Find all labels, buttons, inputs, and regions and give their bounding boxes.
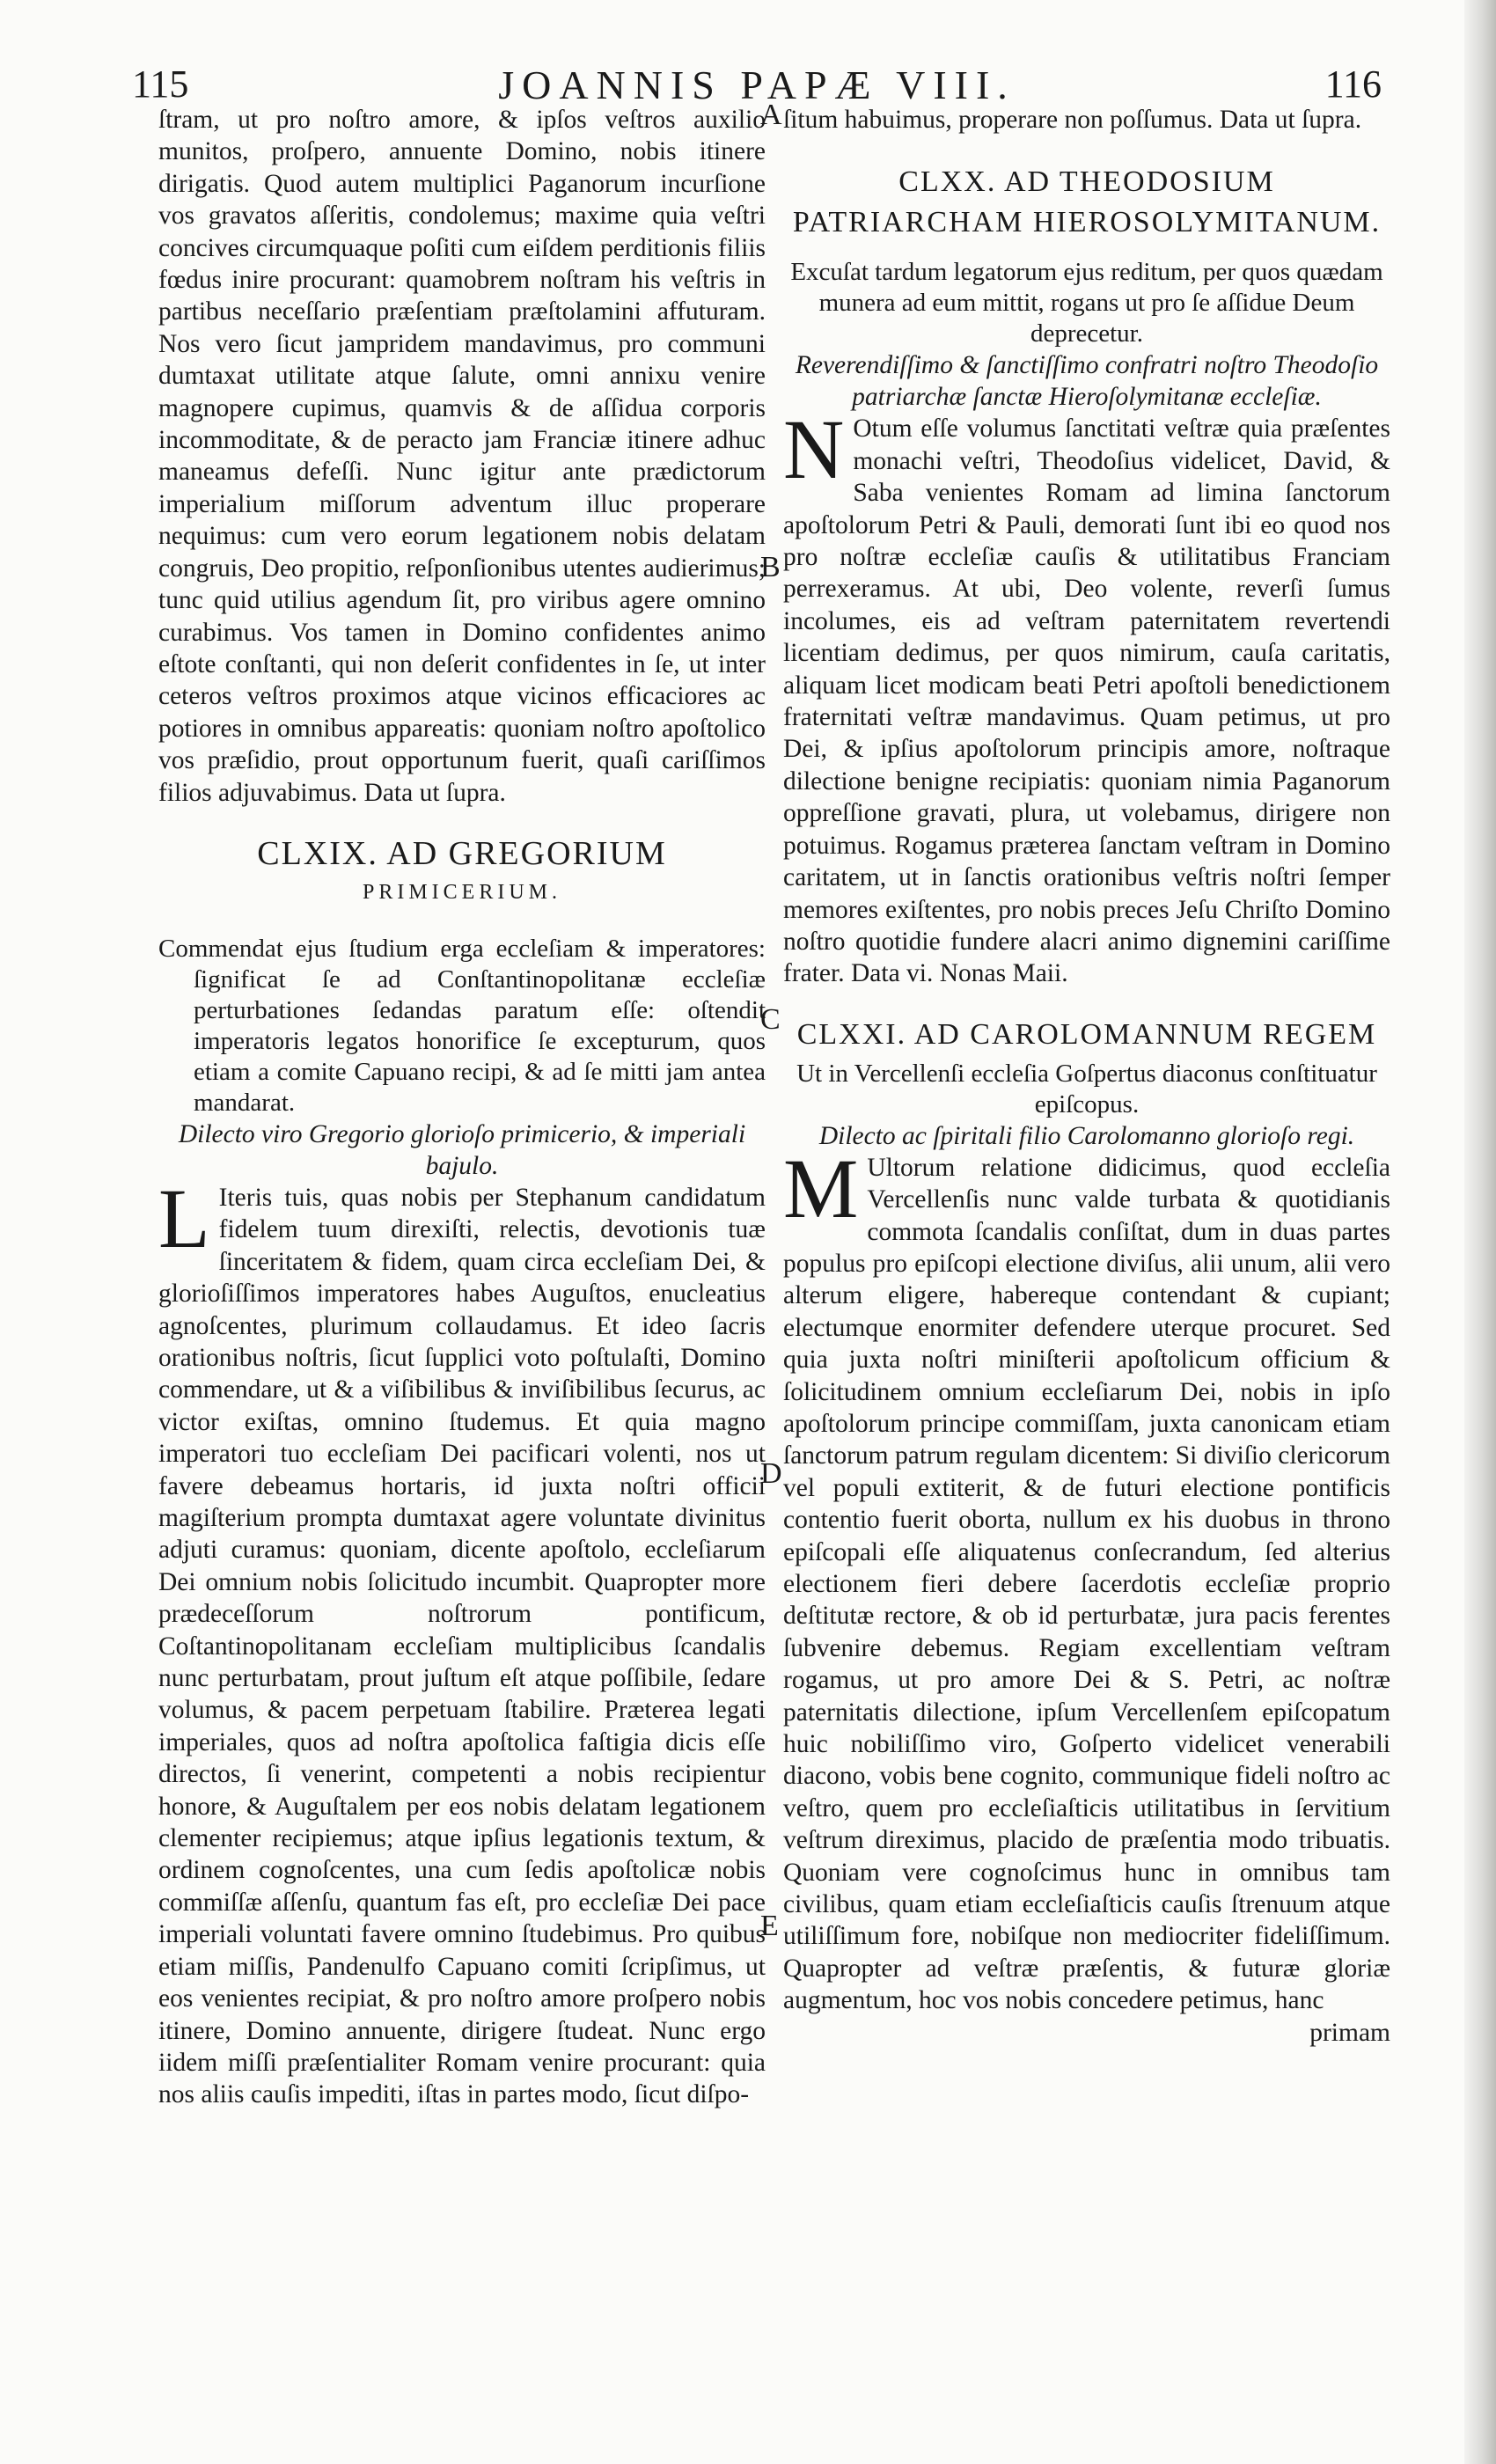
section-169-heading: CLXIX. AD GREGORIUM [257,834,667,872]
section-170-summary: Excuſat tardum legatorum ejus reditum, per quos quædam munera ad eum mittit, rogans ut pro ſe aſſidue Deum deprecetur. [790,258,1383,348]
book-gutter-shadow [1464,0,1496,2464]
section-169-dropcap: L [158,1170,210,1265]
section-170-heading: CLXX. AD THEODOSIUM PATRIARCHAM HIEROSOLYMITANUM. [792,165,1382,239]
section-169-body: Iteris tuis, quas nobis per Stephanum candidatum fidelem tuum direxiſti, relectis, devotionis tuæ ſinceritatem & fidem, quam circa eccleſiam Dei, & glorioſiſſimos imperatores habes Auguſtos, enucleatius agnoſcentes, plurimum collaudamus. Et ideo ſacris orationibus noſtris, ſicut ſupplici voto poſtulaſti, Domino commendare, ut & a viſibilibus & inviſibilibus ſecurus, ac victor exiſtas, omnino ſtudemus. Et quia magno imperatori tuo eccleſiam Dei pacificari volenti, nos ut favere debeamus hortaris, id juxta noſtri officii magiſterium prompta dumtaxat agere voluntate divinitus adjuti curamus: quoniam, dicente apoſtolo, eccleſiarum Dei omnium nobis ſolicitudo incumbit. Quapropter more prædeceſſorum noſtrorum pontificum, Coſtantinopolitanam eccleſiam multiplicibus ſcandalis nunc perturbatam, prout juſtum eſt atque poſſibile, ſedare volumus, & pacem perpetuam ſtabilire. Præterea legati imperiales, quos ad noſtra apoſtolica faſtigia dicis eſſe directos, ſi venerint, competenti a nobis recipientur honore, & Auguſtalem per eos nobis delatam legationem clementer recipiemus; atque ipſius legationis textum, & ordinem cognoſcentes, una cum ſedis apoſtolicæ nobis commiſſæ aſſenſu, quantum fas eſt, pro eccleſiæ Dei pace imperiali voluntati favere omnino ſtudebimus. Pro quibus etiam miſſis, Pandenulfo Capuano comiti ſcripſimus, ut eos venientes recipiat, & pro noſtro amore proſpero nobis itinere, Domino annuente, dirigere ſtudeat. Nunc ergo iidem miſſi præſentialiter Romam venire procurant: quia nos aliis cauſis impediti, iſtas in partes modo, ſicut diſpo- [158,1183,766,2109]
section-171-body: Ultorum relatione didicimus, quod eccleſia Vercellenſis nunc valde turbata & quotidianis commota ſcandalis conſiſtat, dum in duas partes populus pro epiſcopi electione diviſus, alii unum, alii vero alterum eligere, habereque contendant & cupiant; electumque enormiter defendere uterque procuret. Sed quia juxta noſtri miniſterii apoſtolicum officium & ſolicitudinem omnium eccleſiarum Dei, nobis in ipſo apoſtolorum principe commiſſam, juxta canonicam etiam ſanctorum patrum regulam dicentem: Si diviſio clericorum vel populi extiterit, & de futuri electione pontificis contentio fuerit oborta, nullum ex his duobus in throno epiſcopali eſſe aliquatenus conſecrandum, ſed alterius electionem fieri debere ſacerdotis eccleſiæ proprio deſtitutæ rectore, & ob id perturbatæ, jura pacis ferentes ſubvenire debemus. Regiam excellentiam veſtram rogamus, ut pro amore Dei & S. Petri, ac noſtræ paternitatis dilectione, ipſum Vercellenſem epiſcopatum huic nobiliſſimo viro, Goſperto videlicet venerabili diacono, vobis bene cognito, communique fideli noſtro ac veſtro, quem pro eccleſiaſticis utilitatibus in ſervitium veſtrum direximus, placido de præſentia modo tribuatis. Quoniam vere cognoſcimus hunc in omnibus tam civilibus, quam etiam eccleſiaſticis cauſis ſtrenuum atque utiliſſimum fore, nobiſque non mediocriter fideliſſimum. Quapropter ad veſtræ præſentis, & futuræ gloriæ augmentum, hoc vos nobis concedere petimus, hanc [783,1153,1390,2015]
section-171-dropcap: M [783,1140,859,1236]
section-169-subheading: PRIMICERIUM. [362,880,562,904]
right-opening-text: ſitum habuimus, properare non poſſumus. Data ut ſupra. [783,106,1362,134]
section-171-summary: Ut in Vercellenſi eccleſia Goſpertus diaconus conſtituatur epiſcopus. [796,1059,1377,1118]
section-169-summary: Commendat ejus ſtudium erga eccleſiam & imperatores: ſignificat ſe ad Conſtantinopolitanæ eccleſiæ perturbationes ſedandas paratum eſſe: oſtendit imperatoris legatos honorifice ſe excepturum, quos etiam a comite Capuano recipi, & ad ſe mitti jam antea mandarat. [158,934,766,1117]
margin-letter-a: A [760,99,782,131]
page-number-right: 116 [1324,62,1382,106]
left-column [158,104,766,2111]
section-171-body-paragraph [783,1140,1390,2017]
header-title: JOANNIS PAPÆ VIII. [498,62,1016,107]
section-169-address: Dilecto viro Gregorio glorioſo primicerio, & imperiali bajulo. [178,1119,746,1180]
section-171-address: Dilecto ac ſpiritali filio Carolomanno glorioſo regi. [818,1121,1355,1150]
section-170-body: Otum eſſe volumus ſanctitati veſtræ quia præſentes monachi veſtri, Theodoſius videlicet, David, & Saba venientes Romam ad limina ſanctorum apoſtolorum Petri & Pauli, demorati ſunt ibi eo quod nos pro noſtræ eccleſiæ cauſis & utilitatibus Franciam perrexeramus. At ubi, Deo volente, reverſi ſumus incolumes, eis ad veſtram paternitatem revertendi licentiam dedimus, per quos nimirum, cauſa caritatis, aliquam licet modicam beati Petri apoſtoli benedictionem fraternitati veſtræ mandavimus. Quam petimus, ut pro Dei, & ipſius apoſtolorum principis amore, noſtraque dilectione benigne recipiatis: quoniam nimia Paganorum oppreſſione gravati, plura, ut volebamus, dirigere non potuimus. Rogamus præterea ſanctam veſtram in Domino caritatem, ut in ſanctis orationibus veſtris noſtri ſemper memores exiſtentes, pro nobis preces Jeſu Chriſto Domino noſtro quotidie fundere alacri animo dignemini cariſſime frater. Data vi. Nonas Maii. [783,414,1390,988]
section-170-address: Reverendiſſimo & ſanctiſſimo confratri noſtro Theodoſio patriarchæ ſanctæ Hieroſolymitanæ eccleſiæ. [795,351,1379,412]
left-opening-text: ſtram, ut pro noſtro amore, & ipſos veſtros auxilio munitos, proſpero, annuente Domino, nobis itinere dirigatis. Quod autem multiplici Paganorum incurſione vos gravatos aſſeritis, condolemus; maxime quia veſtri concives circumquaque poſiti cum eiſdem perditionis filiis fœdus inire procurant: quamobrem noſtram his veſtris in partibus neceſſario præſentiam præſtolamini affuturam. Nos vero ſicut jampridem mandavimus, pro communi dumtaxat utilitate atque ſalute, omni annixu venire magnopere cupimus, quamvis & de aſſidua corporis incommoditate, & de peracto jam Franciæ itinere adhuc maneamus defeſſi. Nunc igitur ante prædictorum imperialium miſſorum adventum illuc properare nequimus: cum vero eorum legationem nobis delatam congruis, Deo propitio, reſponſionibus utentes audierimus; tunc quid utilius agendum ſit, pro viribus agere omnino curabimus. Vos tamen in Domino confidentes animo eſtote conſtanti, qui non deſerit confidentes in ſe, ut inter ceteros veſtros proximos atque vicinos efficaciores ac potiores in omnibus appareatis: quoniam noſtro apoſtolico vos præſidio, prout opportunum fuerit, quaſi cariſſimos filios adjuvabimus. Data ut ſupra. [158,106,766,807]
catchword: primam [1309,2018,1390,2047]
margin-letter-c: C [760,1003,781,1036]
margin-letter-b: B [760,551,781,583]
page-number-left: 115 [132,62,189,106]
margin-letter-e: E [760,1910,779,1942]
section-169-body-paragraph [158,1170,766,2111]
section-170-body-paragraph [783,402,1390,989]
margin-letter-d: D [760,1457,782,1490]
section-170-dropcap: N [783,402,845,497]
section-171-heading: CLXXI. AD CAROLOMANNUM REGEM [796,1017,1377,1051]
right-column [783,104,1390,2049]
